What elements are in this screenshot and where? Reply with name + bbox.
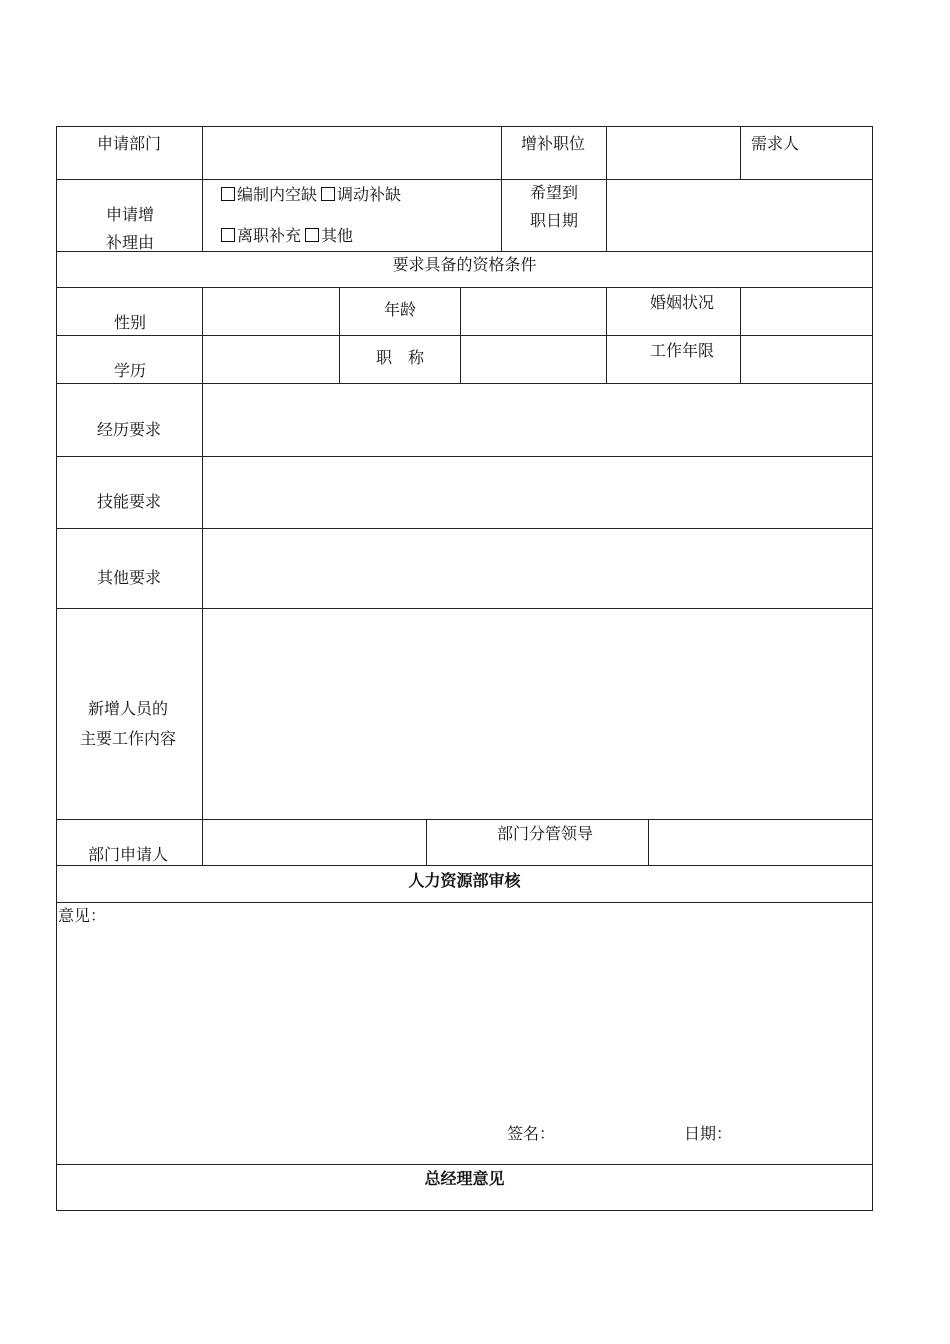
dept-field[interactable] [203,127,501,179]
other-field[interactable] [203,529,872,608]
option-vacancy[interactable]: 编制内空缺 [221,185,317,205]
skill-label: 技能要求 [97,492,162,511]
col-divider [606,287,607,383]
content-label-line2: 主要工作内容 [80,729,177,748]
dept-label: 申请部门 [97,134,162,153]
option-other[interactable]: 其他 [305,226,353,246]
row-divider [56,251,873,252]
title-field[interactable] [461,336,606,383]
option-transfer[interactable]: 调动补缺 [321,185,401,205]
content-label-line1: 新增人员的 [88,699,169,718]
table-border-bottom [56,1210,873,1211]
marital-label: 婚姻状况 [650,293,715,312]
row-divider [56,1164,873,1165]
opinion-label: 意见： [58,906,107,925]
checkbox-icon[interactable] [321,187,335,201]
hr-opinion-field[interactable] [57,930,872,1120]
age-label: 年龄 [384,300,417,319]
dept-applicant-field[interactable] [203,820,426,865]
dept-applicant-label: 部门申请人 [88,845,169,864]
marital-field[interactable] [741,288,872,335]
hope-date-field[interactable] [607,180,872,251]
dept-leader-label: 部门分管领导 [497,824,594,843]
experience-field[interactable] [203,384,872,456]
hope-date-label-line1: 希望到 [530,183,579,202]
requester-label: 需求人 [751,134,800,153]
content-field[interactable] [203,609,872,819]
checkbox-icon[interactable] [305,228,319,242]
reason-label-line2: 补理由 [106,233,155,252]
skill-field[interactable] [203,457,872,528]
other-label: 其他要求 [97,568,162,587]
education-label: 学历 [114,361,147,380]
work-years-label: 工作年限 [650,341,715,360]
dept-leader-field[interactable] [649,820,872,865]
checkbox-icon[interactable] [221,228,235,242]
checkbox-icon[interactable] [221,187,235,201]
reason-label-line1: 申请增 [106,205,155,224]
col-divider [426,819,427,865]
col-divider [339,287,340,383]
age-field[interactable] [461,288,606,335]
education-field[interactable] [203,336,339,383]
experience-label: 经历要求 [97,420,162,439]
qualification-header: 要求具备的资格条件 [392,255,537,274]
table-border-right [872,126,873,1211]
col-divider [501,126,502,251]
row-divider [56,902,873,903]
position-field[interactable] [607,127,740,179]
hope-date-label-line2: 职日期 [530,211,579,230]
gender-field[interactable] [203,288,339,335]
date-label: 日期： [684,1124,733,1143]
option-resignation[interactable]: 离职补充 [221,226,301,246]
title-label: 职 称 [376,348,425,367]
position-label: 增补职位 [521,134,586,153]
gender-label: 性别 [114,313,147,332]
hr-review-header: 人力资源部审核 [408,871,521,890]
gm-opinion-header: 总经理意见 [424,1169,505,1188]
requester-field[interactable] [741,153,872,179]
work-years-field[interactable] [741,336,872,383]
signature-label: 签名： [507,1124,556,1143]
row-divider [56,865,873,866]
